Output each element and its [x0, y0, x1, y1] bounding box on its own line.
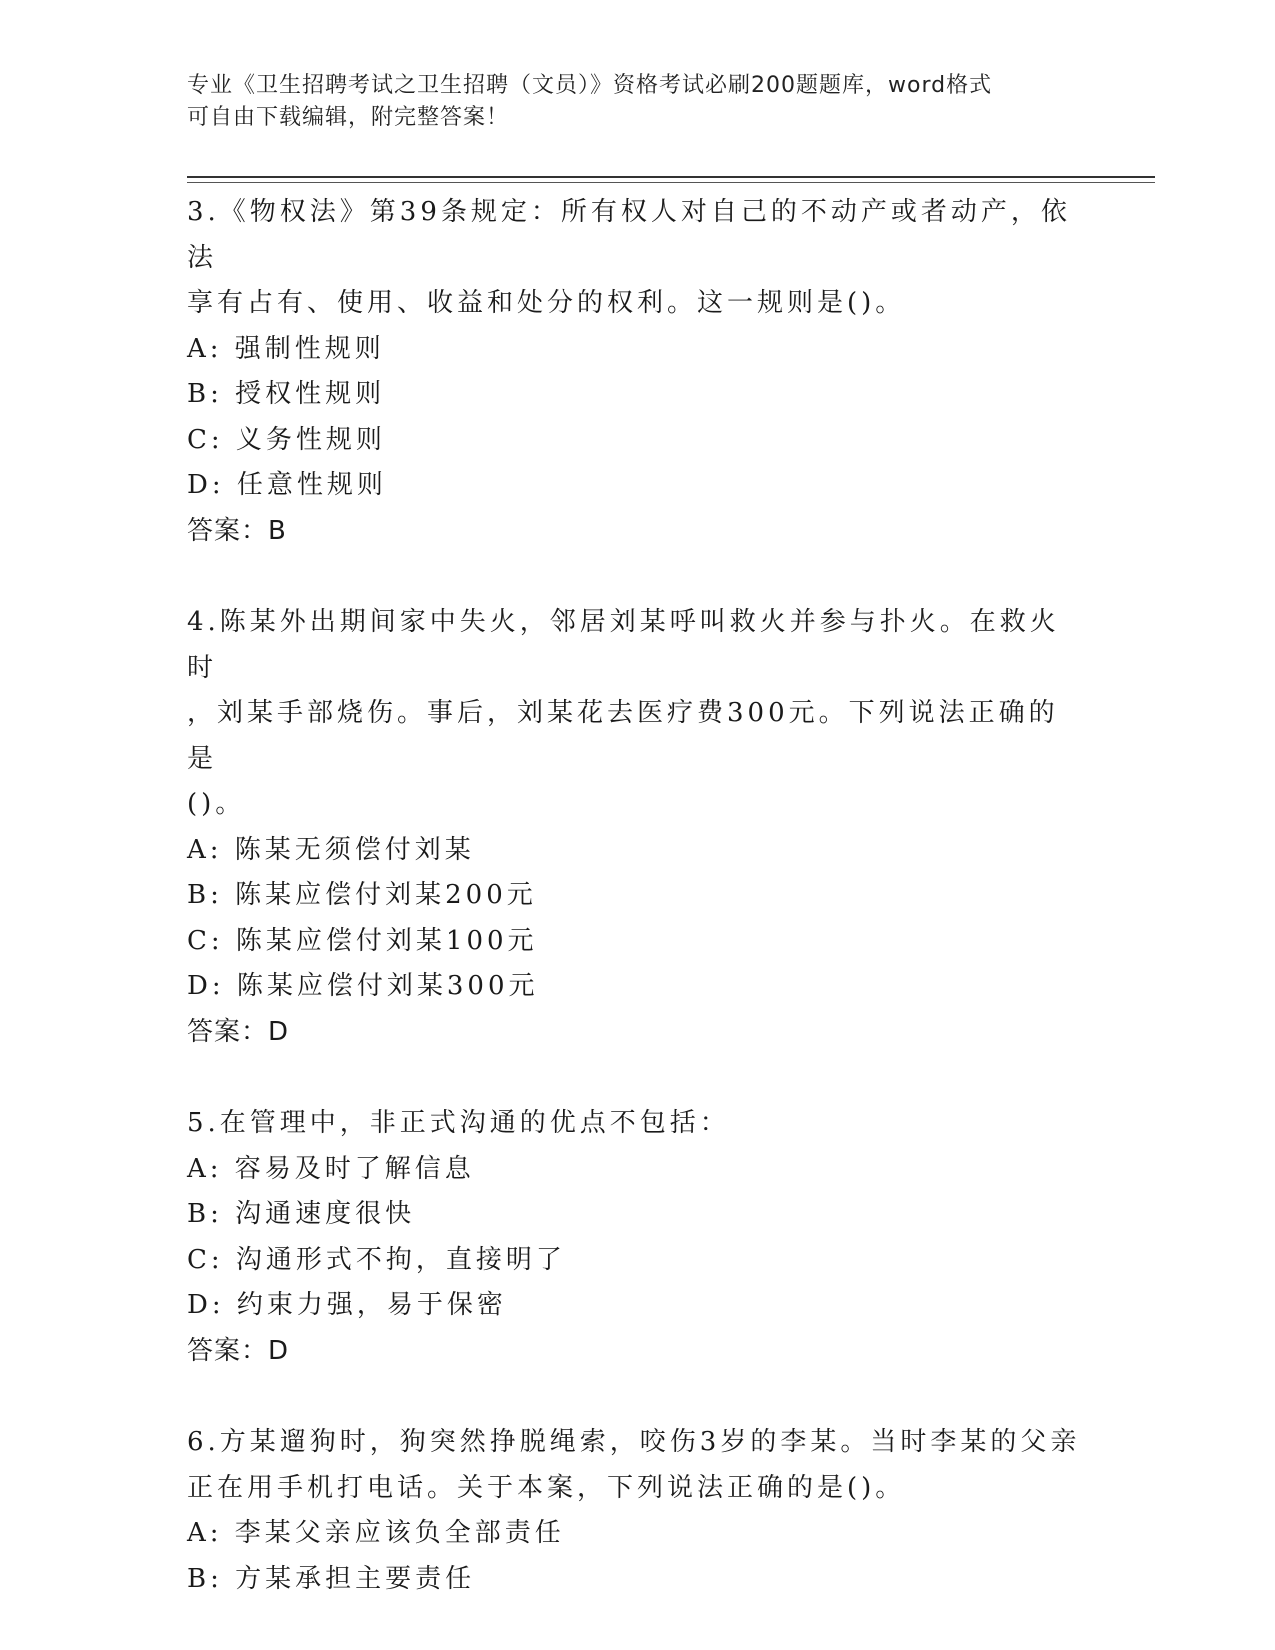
- question-3: [187, 190, 1087, 554]
- question-text-line: 4.陈某外出期间家中失火，邻居刘某呼叫救火并参与扑火。在救火时: [187, 607, 1060, 683]
- document-header: [187, 70, 1067, 134]
- header-line-2: 可自由下载编辑，附完整答案！: [187, 105, 510, 130]
- question-text-line: 6.方某遛狗时，狗突然挣脱绳索，咬伤3岁的李某。当时李某的父亲: [187, 1427, 1081, 1457]
- option-a: A: 容易及时了解信息: [187, 1153, 475, 1184]
- option-a: A: 强制性规则: [187, 333, 385, 364]
- question-text-line: 3.《物权法》第39条规定：所有权人对自己的不动产或者动产，依法: [187, 197, 1071, 273]
- question-4: [187, 600, 1087, 1055]
- question-text-line: 享有占有、使用、收益和处分的权利。这一规则是()。: [187, 288, 906, 318]
- option-b: B: 沟通速度很快: [187, 1199, 416, 1229]
- question-6: [187, 1420, 1087, 1602]
- header-divider-thick: [187, 176, 1155, 178]
- option-c: C: 陈某应偿付刘某100元: [187, 925, 538, 956]
- question-text-line: 正在用手机打电话。关于本案，下列说法正确的是()。: [187, 1472, 906, 1503]
- option-b: B: 方某承担主要责任: [187, 1563, 476, 1594]
- option-d: D: 任意性规则: [187, 470, 387, 500]
- question-text-line: ，刘某手部烧伤。事后，刘某花去医疗费300元。下列说法正确的是: [187, 698, 1059, 774]
- answer: 答案：B: [187, 515, 287, 546]
- header-line-1: 专业《卫生招聘考试之卫生招聘（文员）》资格考试必刷200题题库，word格式: [187, 73, 993, 98]
- question-text-line: 5.在管理中，非正式沟通的优点不包括：: [187, 1108, 730, 1138]
- option-b: B: 陈某应偿付刘某200元: [187, 880, 537, 910]
- question-text-line: ()。: [187, 789, 246, 819]
- question-5: [187, 1101, 1087, 1374]
- option-c: C: 沟通形式不拘，直接明了: [187, 1244, 566, 1275]
- option-a: A: 陈某无须偿付刘某: [187, 834, 475, 865]
- question-list: [187, 190, 1087, 1648]
- option-c: C: 义务性规则: [187, 424, 386, 455]
- option-d: D: 陈某应偿付刘某300元: [187, 971, 539, 1001]
- option-d: D: 约束力强，易于保密: [187, 1290, 507, 1320]
- header-divider-thin: [187, 182, 1155, 183]
- answer: 答案：D: [187, 1335, 290, 1366]
- answer: 答案：D: [187, 1016, 290, 1047]
- option-b: B: 授权性规则: [187, 379, 386, 409]
- option-a: A: 李某父亲应该负全部责任: [187, 1518, 565, 1548]
